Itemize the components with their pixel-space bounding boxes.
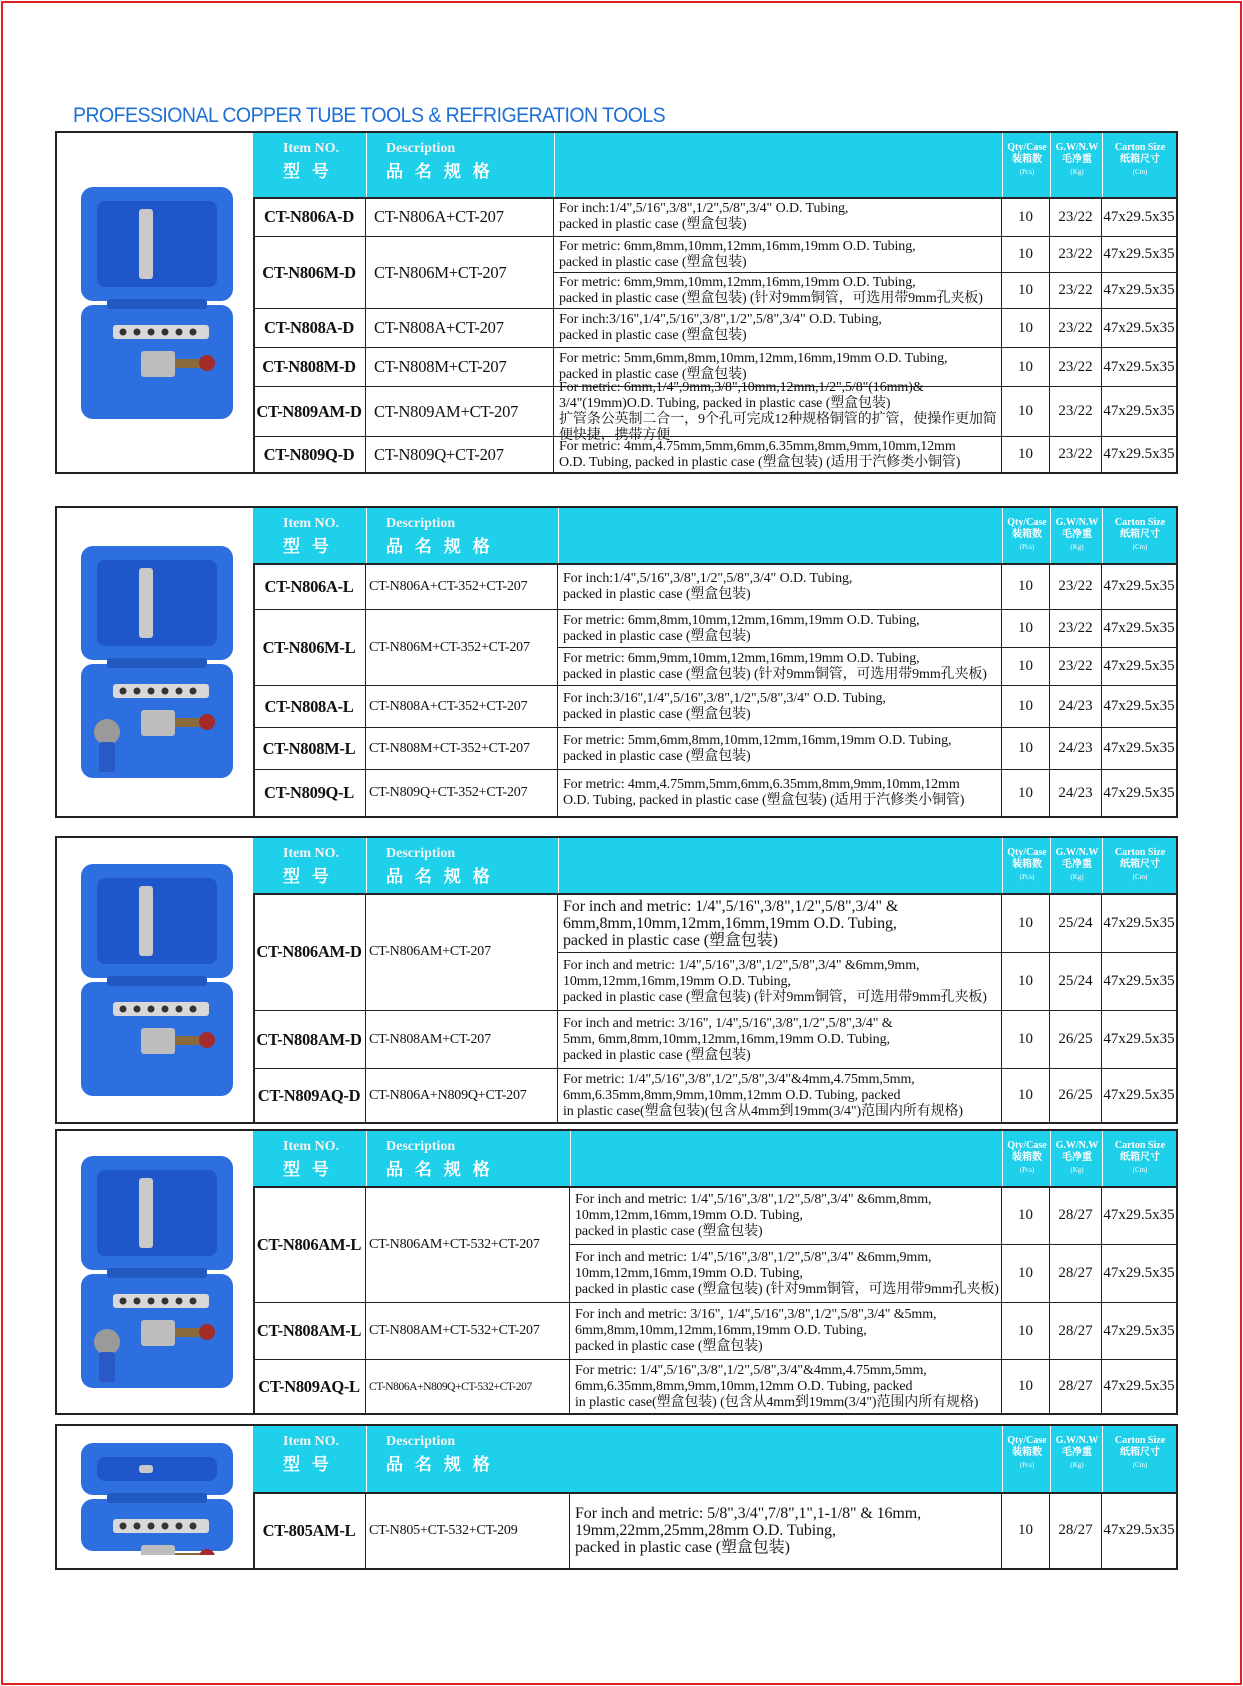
header-desc-en: Description bbox=[386, 1434, 456, 1449]
spec-row bbox=[253, 308, 1176, 347]
table-header bbox=[253, 1131, 1176, 1188]
header-carton bbox=[1102, 838, 1177, 893]
header-gw-en: G.W/N.W bbox=[1055, 142, 1099, 153]
carton-size: 47x29.5x35 bbox=[1102, 308, 1176, 347]
header-carton-unit: (Cm) bbox=[1132, 873, 1148, 881]
item-number: CT-N806A-L bbox=[253, 563, 366, 609]
header-qty-en: Qty/Case bbox=[1007, 142, 1047, 153]
tool-kit-photo-icon bbox=[77, 860, 237, 1100]
header-gw-en: G.W/N.W bbox=[1055, 517, 1099, 528]
model-code: CT-N808AM+CT-532+CT-207 bbox=[366, 1302, 570, 1359]
carton-size: 47x29.5x35 bbox=[1102, 1359, 1176, 1413]
carton-size: 47x29.5x35 bbox=[1102, 1302, 1176, 1359]
header-item-no bbox=[253, 838, 367, 893]
header-desc-cn: 品 名 规 格 bbox=[386, 867, 493, 887]
carton-size: 47x29.5x35 bbox=[1102, 727, 1176, 769]
header-carton-en: Carton Size bbox=[1114, 142, 1166, 153]
header-qty-cn: 装箱数 bbox=[1012, 1152, 1042, 1163]
description: For metric: 6mm,8mm,10mm,12mm,16mm,19mm O.D. Tubing, packed in plastic case (塑盒包装) bbox=[554, 236, 1002, 272]
description: For metric: 6mm,8mm,10mm,12mm,16mm,19mm O.D. Tubing, packed in plastic case (塑盒包装) bbox=[558, 609, 1002, 647]
header-description bbox=[366, 838, 559, 893]
item-number: CT-N809Q-D bbox=[253, 436, 366, 472]
header-gw-cn: 毛净重 bbox=[1062, 1152, 1092, 1163]
header-carton-cn: 纸箱尺寸 bbox=[1120, 1152, 1160, 1163]
item-number: CT-N808AM-D bbox=[253, 1010, 366, 1068]
product-section bbox=[55, 131, 1178, 474]
qty-per-case: 10 bbox=[1002, 1244, 1050, 1302]
header-desc-en: Description bbox=[386, 846, 456, 861]
item-number: CT-805AM-L bbox=[253, 1492, 366, 1568]
header-carton-unit: (Cm) bbox=[1132, 168, 1148, 176]
product-group bbox=[253, 308, 1176, 347]
header-qty bbox=[1002, 1131, 1051, 1186]
item-number: CT-N806AM-D bbox=[253, 893, 366, 1010]
header-qty-cn: 装箱数 bbox=[1012, 529, 1042, 540]
spec-row bbox=[253, 272, 1176, 308]
header-item-en: Item NO. bbox=[283, 1139, 339, 1154]
model-code: CT-N806M+CT-352+CT-207 bbox=[366, 609, 558, 685]
spec-row bbox=[253, 1492, 1176, 1568]
header-gw bbox=[1050, 838, 1103, 893]
carton-size: 47x29.5x35 bbox=[1102, 236, 1176, 272]
model-code: CT-N809AM+CT-207 bbox=[366, 386, 554, 436]
tool-kit-photo-icon bbox=[77, 183, 237, 423]
header-carton bbox=[1102, 133, 1177, 197]
model-code: CT-N806M+CT-207 bbox=[366, 236, 554, 308]
description: For metric: 6mm,9mm,10mm,12mm,16mm,19mm O.D. Tubing, packed in plastic case (塑盒包装) (针对9mm铜管，可选用带9mm孔夹板) bbox=[554, 272, 1002, 308]
header-carton-en: Carton Size bbox=[1114, 1435, 1166, 1446]
gross-net-weight: 24/23 bbox=[1050, 727, 1102, 769]
header-gw-unit: (Kg) bbox=[1070, 543, 1084, 551]
header-carton-cn: 纸箱尺寸 bbox=[1120, 154, 1160, 165]
spec-row bbox=[253, 1010, 1176, 1068]
item-number: CT-N806M-L bbox=[253, 609, 366, 685]
header-gw-unit: (Kg) bbox=[1070, 873, 1084, 881]
tool-kit-photo-icon bbox=[77, 542, 237, 782]
table-header bbox=[253, 133, 1176, 199]
carton-size: 47x29.5x35 bbox=[1102, 1010, 1176, 1068]
product-photo bbox=[57, 1426, 255, 1568]
spec-row bbox=[253, 236, 1176, 272]
item-number: CT-N808AM-L bbox=[253, 1302, 366, 1359]
gross-net-weight: 28/27 bbox=[1050, 1359, 1102, 1413]
qty-per-case: 10 bbox=[1002, 647, 1050, 685]
header-qty bbox=[1002, 838, 1051, 893]
gross-net-weight: 25/24 bbox=[1050, 893, 1102, 952]
product-photo bbox=[57, 1131, 255, 1413]
header-item-en: Item NO. bbox=[283, 141, 339, 156]
gross-net-weight: 26/25 bbox=[1050, 1010, 1102, 1068]
header-qty-unit: (Pcs) bbox=[1019, 168, 1035, 176]
header-gw bbox=[1050, 1131, 1103, 1186]
product-section bbox=[55, 1129, 1178, 1415]
table-header bbox=[253, 1426, 1176, 1494]
model-code: CT-N806A+CT-352+CT-207 bbox=[366, 563, 558, 609]
header-item-no bbox=[253, 1426, 367, 1492]
model-code: CT-N808A+CT-207 bbox=[366, 308, 554, 347]
item-number: CT-N808A-L bbox=[253, 685, 366, 727]
header-item-cn: 型 号 bbox=[283, 162, 332, 182]
header-carton-unit: (Cm) bbox=[1132, 1461, 1148, 1469]
spec-row bbox=[253, 727, 1176, 769]
model-code: CT-N809Q+CT-352+CT-207 bbox=[366, 769, 558, 816]
product-group bbox=[253, 1359, 1176, 1413]
qty-per-case: 10 bbox=[1002, 1068, 1050, 1122]
model-code: CT-N806A+CT-207 bbox=[366, 197, 554, 236]
description: For inch and metric: 1/4",5/16",3/8",1/2",5/8",3/4" &6mm,8mm, 10mm,12mm,16mm,19mm O.D. Tubing, packed in plastic case (塑盒包装) bbox=[570, 1186, 1002, 1244]
gross-net-weight: 28/27 bbox=[1050, 1302, 1102, 1359]
qty-per-case: 10 bbox=[1002, 386, 1050, 436]
description: For inch and metric: 3/16", 1/4",5/16",3/8",1/2",5/8",3/4" &5mm, 6mm,8mm,10mm,12mm,16mm,19mm O.D. Tubing, packed in plastic case (塑盒包装) bbox=[570, 1302, 1002, 1359]
qty-per-case: 10 bbox=[1002, 1302, 1050, 1359]
description: For metric: 6mm,1/4",9mm,3/8",10mm,12mm,1/2",5/8"(16mm)& 3/4"(19mm)O.D. Tubing, packed in plastic case (塑盒包装) 扩管条公英制二合一，9个孔可完成12种规格铜管的扩管，使操作更加简便快捷，携带方便 bbox=[554, 386, 1002, 436]
spec-row bbox=[253, 1302, 1176, 1359]
qty-per-case: 10 bbox=[1002, 893, 1050, 952]
qty-per-case: 10 bbox=[1002, 1010, 1050, 1068]
header-qty-en: Qty/Case bbox=[1007, 1435, 1047, 1446]
header-qty-unit: (Pcs) bbox=[1019, 1461, 1035, 1469]
spec-row bbox=[253, 609, 1176, 647]
tool-kit-photo-icon bbox=[77, 1439, 237, 1555]
spec-table bbox=[253, 1131, 1176, 1413]
description: For metric: 4mm,4.75mm,5mm,6mm,6.35mm,8mm,9mm,10mm,12mm O.D. Tubing, packed in plastic case (塑盒包装) (适用于汽修类小铜管) bbox=[558, 769, 1002, 816]
product-group bbox=[253, 727, 1176, 769]
model-code: CT-N806AM+CT-532+CT-207 bbox=[366, 1186, 570, 1302]
product-group bbox=[253, 1068, 1176, 1122]
header-qty-cn: 装箱数 bbox=[1012, 1447, 1042, 1458]
description: For inch and metric: 5/8",3/4",7/8",1",1-1/8" & 16mm, 19mm,22mm,25mm,28mm O.D. Tubing, packed in plastic case (塑盒包装) bbox=[570, 1492, 1002, 1568]
product-group bbox=[253, 436, 1176, 472]
header-item-cn: 型 号 bbox=[283, 537, 332, 557]
qty-per-case: 10 bbox=[1002, 1186, 1050, 1244]
product-photo bbox=[57, 133, 255, 472]
description: For metric: 6mm,9mm,10mm,12mm,16mm,19mm O.D. Tubing, packed in plastic case (塑盒包装) (针对9mm铜管，可选用带9mm孔夹板) bbox=[558, 647, 1002, 685]
spec-table bbox=[253, 1426, 1176, 1568]
header-desc-en: Description bbox=[386, 1139, 456, 1154]
description: For metric: 4mm,4.75mm,5mm,6mm,6.35mm,8mm,9mm,10mm,12mm O.D. Tubing, packed in plastic case (塑盒包装) (适用于汽修类小铜管) bbox=[554, 436, 1002, 472]
description: For metric: 5mm,6mm,8mm,10mm,12mm,16mm,19mm O.D. Tubing, packed in plastic case (塑盒包装) bbox=[558, 727, 1002, 769]
header-gw-unit: (Kg) bbox=[1070, 168, 1084, 176]
gross-net-weight: 25/24 bbox=[1050, 952, 1102, 1010]
description: For inch:1/4",5/16",3/8",1/2",5/8",3/4" O.D. Tubing, packed in plastic case (塑盒包装) bbox=[558, 563, 1002, 609]
header-carton-cn: 纸箱尺寸 bbox=[1120, 529, 1160, 540]
item-number: CT-N806M-D bbox=[253, 236, 366, 308]
qty-per-case: 10 bbox=[1002, 272, 1050, 308]
qty-per-case: 10 bbox=[1002, 236, 1050, 272]
gross-net-weight: 23/22 bbox=[1050, 347, 1102, 386]
header-carton-en: Carton Size bbox=[1114, 847, 1166, 858]
model-code: CT-N808A+CT-352+CT-207 bbox=[366, 685, 558, 727]
product-section bbox=[55, 1424, 1178, 1570]
description: For inch and metric: 3/16", 1/4",5/16",3/8",1/2",5/8",3/4" & 5mm, 6mm,8mm,10mm,12mm,16mm,19mm O.D. Tubing, packed in plastic case (塑盒包装) bbox=[558, 1010, 1002, 1068]
table-header bbox=[253, 838, 1176, 895]
header-carton-en: Carton Size bbox=[1114, 517, 1166, 528]
carton-size: 47x29.5x35 bbox=[1102, 386, 1176, 436]
model-code: CT-N808M+CT-352+CT-207 bbox=[366, 727, 558, 769]
header-qty bbox=[1002, 1426, 1051, 1492]
carton-size: 47x29.5x35 bbox=[1102, 685, 1176, 727]
header-carton-unit: (Cm) bbox=[1132, 1166, 1148, 1174]
gross-net-weight: 23/22 bbox=[1050, 647, 1102, 685]
header-gw-cn: 毛净重 bbox=[1062, 859, 1092, 870]
gross-net-weight: 23/22 bbox=[1050, 308, 1102, 347]
description: For inch:3/16",1/4",5/16",3/8",1/2",5/8",3/4" O.D. Tubing, packed in plastic case (塑盒包装) bbox=[558, 685, 1002, 727]
product-group bbox=[253, 1010, 1176, 1068]
carton-size: 47x29.5x35 bbox=[1102, 1492, 1176, 1568]
header-gw-cn: 毛净重 bbox=[1062, 154, 1092, 165]
header-qty-en: Qty/Case bbox=[1007, 1140, 1047, 1151]
spec-row bbox=[253, 197, 1176, 236]
model-code: CT-N806A+N809Q+CT-532+CT-207 bbox=[366, 1359, 570, 1413]
model-code: CT-N809Q+CT-207 bbox=[366, 436, 554, 472]
description: For inch:3/16",1/4",5/16",3/8",1/2",5/8",3/4" O.D. Tubing, packed in plastic case (塑盒包装) bbox=[554, 308, 1002, 347]
header-gw bbox=[1050, 133, 1103, 197]
qty-per-case: 10 bbox=[1002, 563, 1050, 609]
header-qty-en: Qty/Case bbox=[1007, 847, 1047, 858]
header-desc-cn: 品 名 规 格 bbox=[386, 162, 493, 182]
model-code: CT-N805+CT-532+CT-209 bbox=[366, 1492, 570, 1568]
carton-size: 47x29.5x35 bbox=[1102, 272, 1176, 308]
model-code: CT-N806AM+CT-207 bbox=[366, 893, 558, 1010]
qty-per-case: 10 bbox=[1002, 436, 1050, 472]
qty-per-case: 10 bbox=[1002, 769, 1050, 816]
header-description bbox=[366, 1426, 1003, 1492]
description: For inch:1/4",5/16",3/8",1/2",5/8",3/4" O.D. Tubing, packed in plastic case (塑盒包装) bbox=[554, 197, 1002, 236]
spec-row bbox=[253, 1186, 1176, 1244]
product-group bbox=[253, 609, 1176, 685]
header-gw-en: G.W/N.W bbox=[1055, 1140, 1099, 1151]
header-carton-cn: 纸箱尺寸 bbox=[1120, 1447, 1160, 1458]
carton-size: 47x29.5x35 bbox=[1102, 1244, 1176, 1302]
header-desc-cn: 品 名 规 格 bbox=[386, 1160, 493, 1180]
header-qty bbox=[1002, 508, 1051, 563]
header-carton bbox=[1102, 1131, 1177, 1186]
spec-row bbox=[253, 952, 1176, 1010]
item-number: CT-N809AQ-D bbox=[253, 1068, 366, 1122]
header-qty-unit: (Pcs) bbox=[1019, 873, 1035, 881]
qty-per-case: 10 bbox=[1002, 952, 1050, 1010]
description: For metric: 1/4",5/16",3/8",1/2",5/8",3/4"&4mm,4.75mm,5mm, 6mm,6.35mm,8mm,9mm,10mm,12mm O.D. Tubing, packed in plastic case(塑盒包装) (包含从4mm到19mm(3/4")范围内所有规格) bbox=[570, 1359, 1002, 1413]
carton-size: 47x29.5x35 bbox=[1102, 1068, 1176, 1122]
header-desc-en: Description bbox=[386, 141, 456, 156]
description: For inch and metric: 1/4",5/16",3/8",1/2",5/8",3/4" &6mm,9mm, 10mm,12mm,16mm,19mm O.D. Tubing, packed in plastic case (塑盒包装) (针对9mm铜管，可选用带9mm孔夹板) bbox=[570, 1244, 1002, 1302]
header-qty-cn: 装箱数 bbox=[1012, 859, 1042, 870]
item-number: CT-N809AQ-L bbox=[253, 1359, 366, 1413]
carton-size: 47x29.5x35 bbox=[1102, 893, 1176, 952]
page-title: PROFESSIONAL COPPER TUBE TOOLS & REFRIGERATION TOOLS bbox=[73, 104, 666, 127]
gross-net-weight: 26/25 bbox=[1050, 1068, 1102, 1122]
header-carton-en: Carton Size bbox=[1114, 1140, 1166, 1151]
header-item-en: Item NO. bbox=[283, 846, 339, 861]
item-number: CT-N809AM-D bbox=[253, 386, 366, 436]
item-number: CT-N809Q-L bbox=[253, 769, 366, 816]
table-header bbox=[253, 508, 1176, 565]
carton-size: 47x29.5x35 bbox=[1102, 436, 1176, 472]
description: For inch and metric: 1/4",5/16",3/8",1/2",5/8",3/4" & 6mm,8mm,10mm,12mm,16mm,19mm O.D. Tubing, packed in plastic case (塑盒包装) bbox=[558, 893, 1002, 952]
header-qty-unit: (Pcs) bbox=[1019, 543, 1035, 551]
gross-net-weight: 23/22 bbox=[1050, 609, 1102, 647]
spec-row bbox=[253, 1068, 1176, 1122]
carton-size: 47x29.5x35 bbox=[1102, 347, 1176, 386]
spec-row bbox=[253, 893, 1176, 952]
spec-row bbox=[253, 379, 1176, 443]
model-code: CT-N806A+N809Q+CT-207 bbox=[366, 1068, 558, 1122]
gross-net-weight: 23/22 bbox=[1050, 236, 1102, 272]
gross-net-weight: 23/22 bbox=[1050, 436, 1102, 472]
header-qty-unit: (Pcs) bbox=[1019, 1166, 1035, 1174]
item-number: CT-N806A-D bbox=[253, 197, 366, 236]
header-gw-en: G.W/N.W bbox=[1055, 1435, 1099, 1446]
product-group bbox=[253, 1492, 1176, 1568]
header-item-cn: 型 号 bbox=[283, 1455, 332, 1475]
spec-row bbox=[253, 685, 1176, 727]
spec-row bbox=[253, 563, 1176, 609]
gross-net-weight: 28/27 bbox=[1050, 1244, 1102, 1302]
header-item-no bbox=[253, 133, 367, 197]
header-item-cn: 型 号 bbox=[283, 1160, 332, 1180]
header-carton bbox=[1102, 1426, 1177, 1492]
carton-size: 47x29.5x35 bbox=[1102, 1186, 1176, 1244]
carton-size: 47x29.5x35 bbox=[1102, 952, 1176, 1010]
qty-per-case: 10 bbox=[1002, 197, 1050, 236]
product-group bbox=[253, 1186, 1176, 1302]
header-gw-cn: 毛净重 bbox=[1062, 1447, 1092, 1458]
gross-net-weight: 24/23 bbox=[1050, 769, 1102, 816]
header-item-en: Item NO. bbox=[283, 516, 339, 531]
gross-net-weight: 23/22 bbox=[1050, 197, 1102, 236]
header-item-no bbox=[253, 1131, 367, 1186]
header-carton bbox=[1102, 508, 1177, 563]
carton-size: 47x29.5x35 bbox=[1102, 609, 1176, 647]
header-gw-cn: 毛净重 bbox=[1062, 529, 1092, 540]
header-carton-cn: 纸箱尺寸 bbox=[1120, 859, 1160, 870]
carton-size: 47x29.5x35 bbox=[1102, 197, 1176, 236]
header-gw-en: G.W/N.W bbox=[1055, 847, 1099, 858]
spec-row bbox=[253, 436, 1176, 472]
product-group bbox=[253, 197, 1176, 236]
product-group bbox=[253, 236, 1176, 308]
header-desc-en: Description bbox=[386, 516, 456, 531]
item-number: CT-N808M-D bbox=[253, 347, 366, 386]
header-carton-unit: (Cm) bbox=[1132, 543, 1148, 551]
product-group bbox=[253, 563, 1176, 609]
qty-per-case: 10 bbox=[1002, 685, 1050, 727]
description: For metric: 1/4",5/16",3/8",1/2",5/8",3/4"&4mm,4.75mm,5mm, 6mm,6.35mm,8mm,9mm,10mm,12mm O.D. Tubing, packed in plastic case(塑盒包装)(包含从4mm到19mm(3/4")范围内所有规格) bbox=[558, 1068, 1002, 1122]
qty-per-case: 10 bbox=[1002, 1359, 1050, 1413]
product-group bbox=[253, 685, 1176, 727]
header-desc-cn: 品 名 规 格 bbox=[386, 1455, 493, 1475]
product-group bbox=[253, 893, 1176, 1010]
header-description bbox=[366, 133, 555, 197]
header-description bbox=[366, 1131, 571, 1186]
header-qty-en: Qty/Case bbox=[1007, 517, 1047, 528]
product-photo bbox=[57, 838, 255, 1122]
header-gw bbox=[1050, 1426, 1103, 1492]
model-code: CT-N808M+CT-207 bbox=[366, 347, 554, 386]
header-gw bbox=[1050, 508, 1103, 563]
gross-net-weight: 28/27 bbox=[1050, 1186, 1102, 1244]
spec-row bbox=[253, 769, 1176, 816]
item-number: CT-N806AM-L bbox=[253, 1186, 366, 1302]
spec-table bbox=[253, 133, 1176, 472]
description: For inch and metric: 1/4",5/16",3/8",1/2",5/8",3/4" &6mm,9mm, 10mm,12mm,16mm,19mm O.D. Tubing, packed in plastic case (塑盒包装) (针对9mm铜管，可选用带9mm孔夹板) bbox=[558, 952, 1002, 1010]
carton-size: 47x29.5x35 bbox=[1102, 647, 1176, 685]
header-qty bbox=[1002, 133, 1051, 197]
product-section bbox=[55, 506, 1178, 818]
product-group bbox=[253, 379, 1176, 443]
product-photo bbox=[57, 508, 255, 816]
gross-net-weight: 24/23 bbox=[1050, 685, 1102, 727]
spec-row bbox=[253, 647, 1176, 685]
spec-table bbox=[253, 508, 1176, 816]
header-gw-unit: (Kg) bbox=[1070, 1166, 1084, 1174]
qty-per-case: 10 bbox=[1002, 308, 1050, 347]
header-gw-unit: (Kg) bbox=[1070, 1461, 1084, 1469]
gross-net-weight: 28/27 bbox=[1050, 1492, 1102, 1568]
model-code: CT-N808AM+CT-207 bbox=[366, 1010, 558, 1068]
description: For metric: 5mm,6mm,8mm,10mm,12mm,16mm,19mm O.D. Tubing, packed in plastic case (塑盒包装) bbox=[554, 347, 1002, 386]
gross-net-weight: 23/22 bbox=[1050, 386, 1102, 436]
header-description bbox=[366, 508, 559, 563]
header-item-cn: 型 号 bbox=[283, 867, 332, 887]
qty-per-case: 10 bbox=[1002, 347, 1050, 386]
qty-per-case: 10 bbox=[1002, 1492, 1050, 1568]
tool-kit-photo-icon bbox=[77, 1152, 237, 1392]
header-qty-cn: 装箱数 bbox=[1012, 154, 1042, 165]
item-number: CT-N808A-D bbox=[253, 308, 366, 347]
qty-per-case: 10 bbox=[1002, 727, 1050, 769]
gross-net-weight: 23/22 bbox=[1050, 563, 1102, 609]
product-group bbox=[253, 769, 1176, 816]
header-item-no bbox=[253, 508, 367, 563]
qty-per-case: 10 bbox=[1002, 609, 1050, 647]
carton-size: 47x29.5x35 bbox=[1102, 769, 1176, 816]
spec-table bbox=[253, 838, 1176, 1122]
item-number: CT-N808M-L bbox=[253, 727, 366, 769]
gross-net-weight: 23/22 bbox=[1050, 272, 1102, 308]
product-section bbox=[55, 836, 1178, 1124]
carton-size: 47x29.5x35 bbox=[1102, 563, 1176, 609]
spec-row bbox=[253, 1244, 1176, 1302]
product-group bbox=[253, 1302, 1176, 1359]
header-item-en: Item NO. bbox=[283, 1434, 339, 1449]
header-desc-cn: 品 名 规 格 bbox=[386, 537, 493, 557]
spec-row bbox=[253, 1359, 1176, 1413]
